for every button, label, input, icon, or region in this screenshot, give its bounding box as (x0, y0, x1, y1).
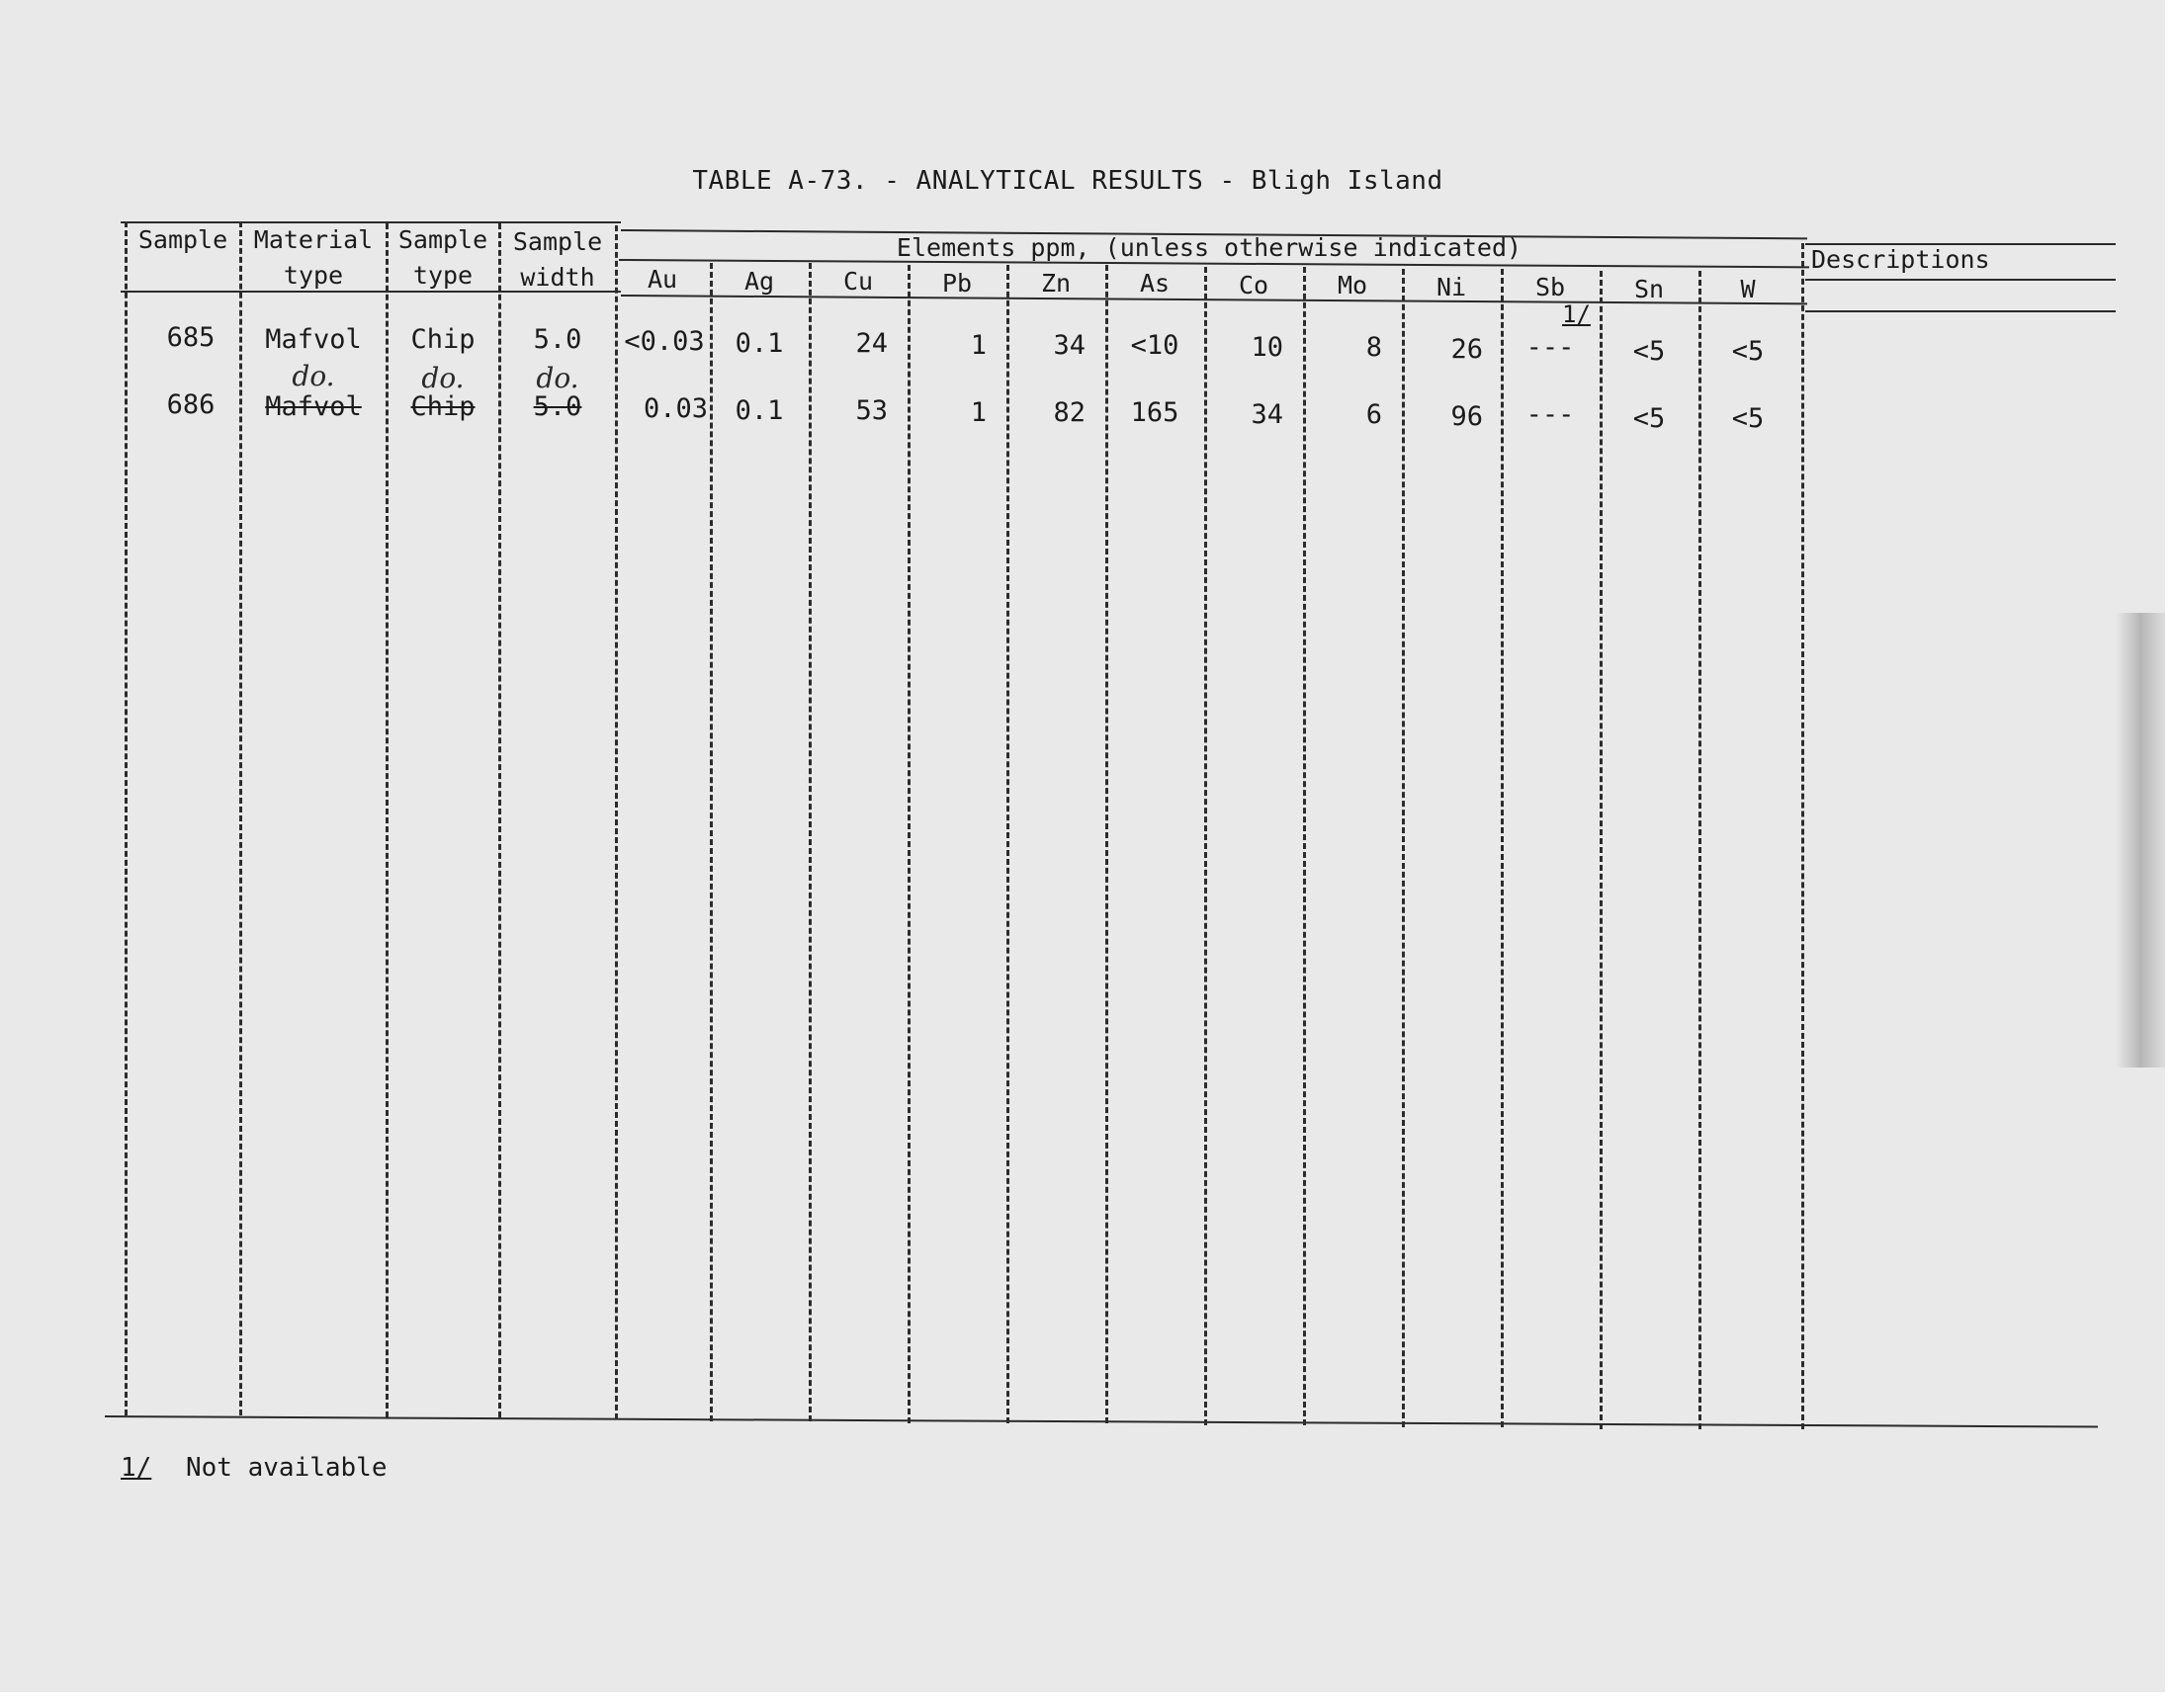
cell-pb: 1 (970, 397, 987, 428)
header-elements-group: Elements ppm, (unless otherwise indicated) (896, 233, 1522, 262)
column-divider (1402, 269, 1405, 1427)
column-divider (1006, 265, 1009, 1423)
sb-footnote-marker: 1/ (1562, 300, 1591, 328)
column-divider (1105, 265, 1108, 1423)
cell-co: 34 (1251, 399, 1283, 430)
header-material-line1: Material (253, 225, 374, 254)
header-element-sb: Sb (1534, 273, 1566, 301)
cell-sample: 686 (166, 389, 216, 420)
column-divider (1698, 271, 1701, 1429)
cell-mo: 8 (1365, 332, 1382, 363)
cell-au: <0.03 (624, 326, 705, 357)
header-element-pb: Pb (941, 269, 973, 298)
cell-ag: 0.1 (735, 328, 784, 359)
header-element-zn: Zn (1040, 269, 1072, 298)
cell-width-struck: 5.0 (533, 391, 582, 422)
cell-ag: 0.1 (735, 395, 784, 426)
table-bottom-rule (105, 1415, 2098, 1428)
cell-material-struck: Mafvol (265, 391, 362, 422)
cell-width: 5.0 (533, 324, 582, 355)
header-sample-type-line1: Sample (397, 225, 488, 254)
handwritten-ditto-material: do. (292, 360, 335, 392)
cell-ni: 26 (1450, 334, 1483, 365)
cell-sb: --- (1525, 399, 1575, 430)
header-material-line2: type (283, 261, 344, 290)
descriptions-header-bottom-rule (1805, 310, 2116, 312)
cell-sample-type: Chip (410, 324, 476, 355)
header-sample-type-line2: type (412, 261, 474, 290)
handwritten-ditto-width: do. (536, 362, 579, 394)
footnote-marker: 1/ (121, 1453, 152, 1483)
cell-as: <10 (1130, 330, 1179, 361)
cell-sn: <5 (1632, 403, 1666, 434)
header-element-sn: Sn (1633, 275, 1665, 303)
cell-sample: 685 (166, 322, 216, 353)
header-sample-width-line1: Sample (512, 227, 603, 256)
cell-w: <5 (1731, 336, 1765, 367)
column-divider (809, 263, 812, 1421)
column-divider (1303, 267, 1306, 1425)
header-sample: Sample (137, 225, 228, 254)
header-element-co: Co (1238, 271, 1269, 299)
table-top-rule (121, 221, 621, 223)
column-divider (1204, 267, 1207, 1425)
table-title: TABLE A-73. - ANALYTICAL RESULTS - Bligh Island (692, 166, 1443, 196)
cell-cu: 53 (855, 395, 888, 426)
scan-edge-shadow (2116, 613, 2165, 1068)
cell-w: <5 (1731, 403, 1765, 434)
cell-zn: 34 (1053, 330, 1086, 361)
cell-as: 165 (1130, 397, 1179, 428)
column-divider (1600, 271, 1603, 1429)
header-element-au: Au (647, 265, 678, 294)
header-element-mo: Mo (1337, 271, 1368, 299)
header-element-cu: Cu (842, 267, 874, 296)
cell-sn: <5 (1632, 336, 1666, 367)
cell-sample-type-struck: Chip (410, 391, 476, 422)
header-element-ni: Ni (1436, 273, 1467, 301)
cell-au: 0.03 (643, 393, 708, 424)
cell-material: Mafvol (265, 324, 362, 355)
cell-ni: 96 (1450, 401, 1483, 432)
cell-cu: 24 (855, 328, 888, 359)
column-divider (1501, 269, 1504, 1427)
cell-mo: 6 (1365, 399, 1382, 430)
cell-co: 10 (1251, 332, 1283, 363)
footnote-text: Not available (186, 1453, 388, 1483)
column-divider (710, 263, 713, 1421)
column-divider (1801, 243, 1804, 1429)
header-element-w: W (1740, 275, 1756, 303)
cell-pb: 1 (970, 330, 987, 361)
descriptions-rule (1805, 279, 2116, 281)
header-descriptions: Descriptions (1811, 245, 1990, 274)
header-element-as: As (1139, 269, 1171, 298)
cell-sb: --- (1525, 332, 1575, 363)
column-divider (908, 265, 911, 1423)
header-sample-width-line2: width (520, 263, 595, 292)
header-element-ag: Ag (743, 267, 775, 296)
handwritten-ditto-sample-type: do. (421, 362, 465, 394)
cell-zn: 82 (1053, 397, 1086, 428)
